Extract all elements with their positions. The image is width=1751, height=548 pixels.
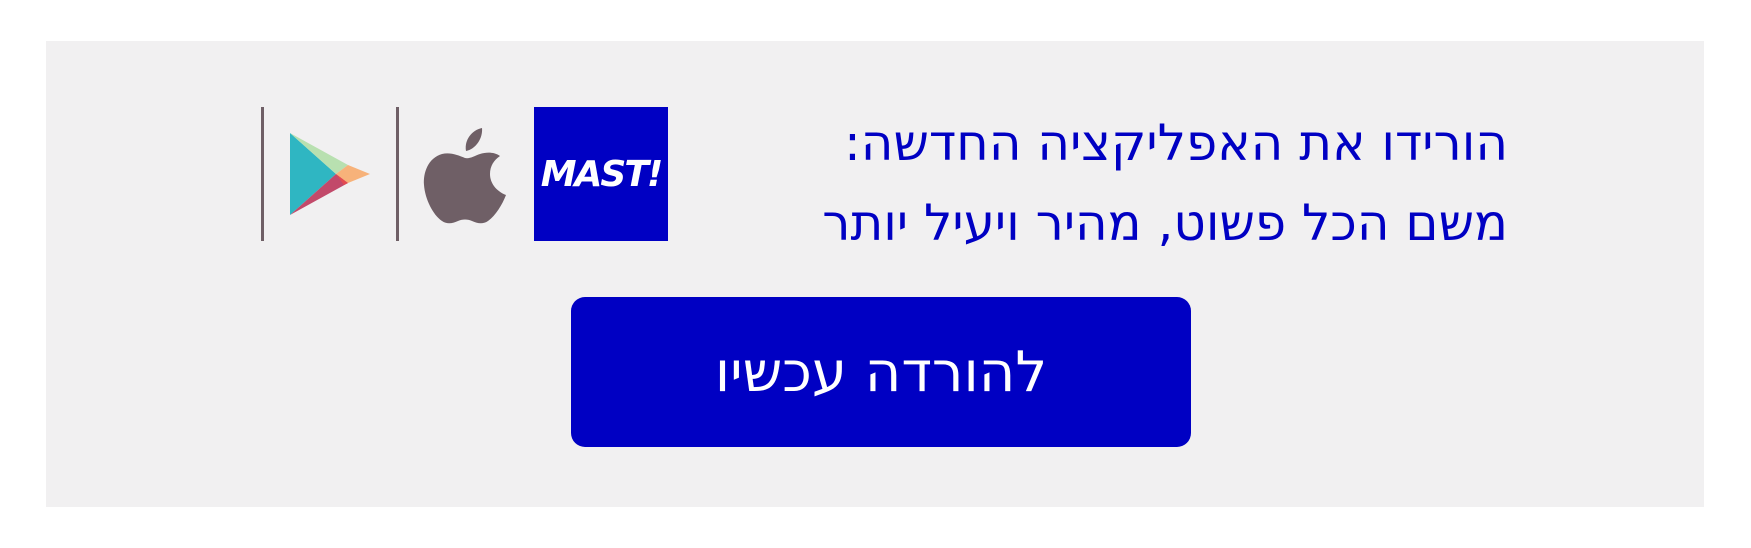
brand-logo-text: MAST! (540, 153, 662, 195)
apple-icon[interactable] (420, 125, 510, 225)
download-now-button[interactable]: להורדה עכשיו (571, 297, 1191, 447)
divider (396, 107, 399, 241)
google-play-icon[interactable] (286, 129, 372, 219)
app-download-banner (46, 41, 1704, 507)
headline-line-1: הורידו את האפליקציה החדשה: (843, 114, 1508, 172)
headline-line-2: משם הכל פשוט, מהיר ויעיל יותר (822, 194, 1508, 252)
divider (261, 107, 264, 241)
headline (608, 103, 1508, 263)
brand-logo (534, 107, 668, 241)
